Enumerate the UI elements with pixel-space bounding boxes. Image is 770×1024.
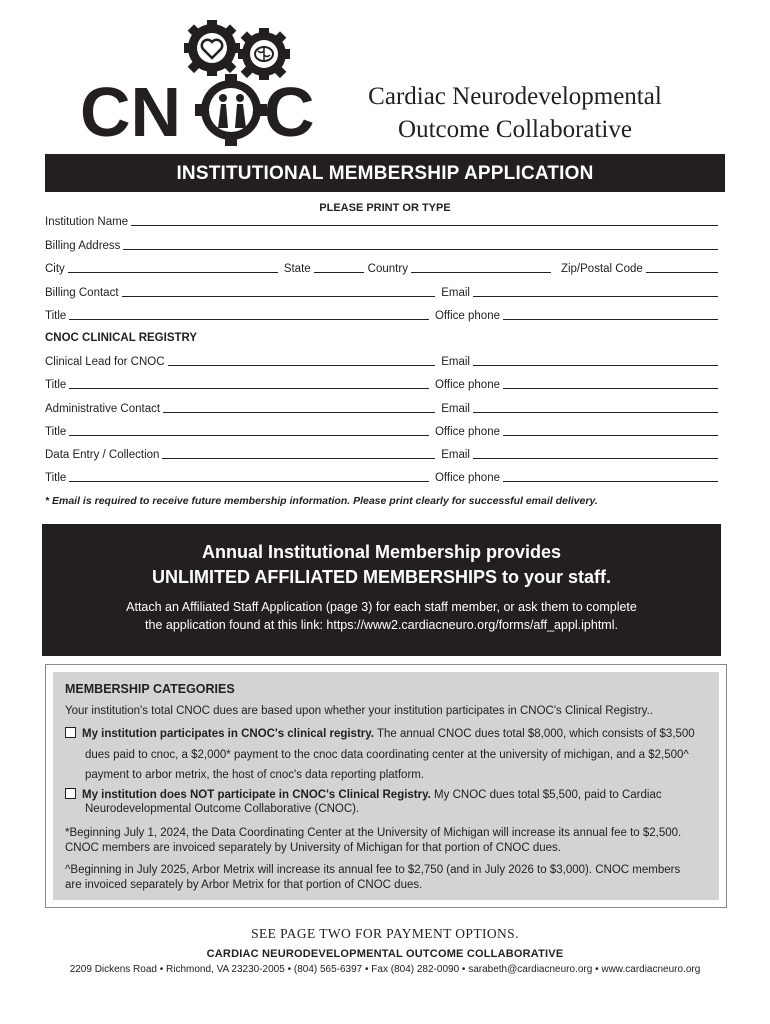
- clinical-lead-row: [45, 352, 718, 368]
- country-field[interactable]: [411, 261, 551, 273]
- admin-email-label: Email: [441, 403, 470, 415]
- affiliated-text-line2[interactable]: the application found at this link: https://www2.cardiacneuro.org/forms/aff_appl.iphtml.: [145, 618, 618, 632]
- billing-phone-field[interactable]: [503, 308, 718, 320]
- city-field[interactable]: [68, 261, 278, 273]
- clinical-lead-email-label: Email: [441, 356, 470, 368]
- org-title: [330, 80, 700, 146]
- option-no-registry-checkbox[interactable]: [65, 788, 76, 799]
- registry-heading: CNOC CLINICAL REGISTRY: [45, 332, 198, 344]
- people-gear-icon: [195, 74, 267, 146]
- logo-c2: C: [264, 73, 315, 148]
- clinical-lead-phone-label: Office phone: [434, 379, 500, 391]
- membership-categories-box: [45, 664, 727, 908]
- option-no-registry: [65, 788, 662, 801]
- billing-title-field[interactable]: [69, 308, 429, 320]
- institution-name-label: Institution Name: [45, 216, 129, 228]
- clinical-lead-title-label: Title: [45, 379, 67, 391]
- affiliated-heading-line2: UNLIMITED AFFILIATED MEMBERSHIPS to your staff.: [152, 567, 611, 587]
- state-label: State: [283, 263, 311, 275]
- affiliated-text-line1: Attach an Affiliated Staff Application (page 3) for each staff member, or ask them to complete: [126, 600, 637, 614]
- see-page-two-note: SEE PAGE TWO FOR PAYMENT OPTIONS.: [251, 926, 519, 941]
- clinical-lead-field[interactable]: [168, 354, 436, 366]
- admin-email-field[interactable]: [473, 401, 718, 413]
- admin-contact-row: [45, 399, 718, 415]
- city-label: City: [45, 263, 65, 275]
- admin-contact-label: Administrative Contact: [45, 403, 161, 415]
- billing-title-row: [45, 306, 718, 322]
- billing-phone-label: Office phone: [434, 310, 500, 322]
- data-entry-phone-field[interactable]: [503, 470, 718, 482]
- admin-phone-label: Office phone: [434, 426, 500, 438]
- option-no-registry-text: My CNOC dues total $5,500, paid to Cardiac: [430, 789, 662, 801]
- option-registry-text: The annual CNOC dues total $8,000, which consists of $3,500: [374, 728, 695, 740]
- data-entry-label: Data Entry / Collection: [45, 449, 160, 461]
- footer-org-name: CARDIAC NEURODEVELOPMENTAL OUTCOME COLLABORATIVE: [206, 948, 564, 960]
- billing-title-label: Title: [45, 310, 67, 322]
- data-entry-phone-label: Office phone: [434, 472, 500, 484]
- admin-title-field[interactable]: [69, 424, 429, 436]
- note-umich-line2: CNOC members are invoiced separately by University of Michigan for that portion of CNOC dues.: [65, 842, 561, 854]
- note-arbor-line1: ^Beginning in July 2025, Arbor Metrix will increase its annual fee to $2,750 (and in July 2026 to $3,000). CNOC members: [65, 864, 681, 876]
- data-entry-email-label: Email: [441, 449, 470, 461]
- affiliated-text: [102, 598, 661, 634]
- option-registry-line2: dues paid to cnoc, a $2,000* payment to the cnoc data coordinating center at the university of michigan, and a $2,500^: [85, 749, 689, 761]
- billing-contact-field[interactable]: [122, 285, 436, 297]
- institution-name-field[interactable]: [131, 214, 718, 226]
- form-title-bar: INSTITUTIONAL MEMBERSHIP APPLICATION: [45, 154, 725, 192]
- affiliated-membership-box: [42, 524, 721, 656]
- admin-title-label: Title: [45, 426, 67, 438]
- affiliated-heading-line1: Annual Institutional Membership provides: [201, 542, 562, 562]
- categories-heading: MEMBERSHIP CATEGORIES: [65, 682, 235, 696]
- billing-address-row: [45, 236, 718, 252]
- zip-label: Zip/Postal Code: [560, 263, 643, 275]
- clinical-lead-title-field[interactable]: [69, 377, 429, 389]
- admin-contact-field[interactable]: [163, 401, 435, 413]
- billing-contact-label: Billing Contact: [45, 287, 119, 299]
- note-arbor-line2: are invoiced separately by Arbor Metrix for that portion of CNOC dues.: [65, 879, 423, 891]
- billing-address-field[interactable]: [123, 238, 718, 250]
- billing-email-field[interactable]: [473, 285, 718, 297]
- footer-address: 2209 Dickens Road • Richmond, VA 23230-2005 • (804) 565-6397 • Fax (804) 282-0090 • sarabeth@cardiacneuro.org • www.cardiacneuro.org: [69, 964, 701, 975]
- heart-gear-icon: [184, 20, 240, 76]
- billing-address-label: Billing Address: [45, 240, 121, 252]
- zip-field[interactable]: [646, 261, 718, 273]
- data-entry-email-field[interactable]: [473, 447, 718, 459]
- option-no-registry-line2: Neurodevelopmental Outcome Collaborative (CNOC).: [85, 803, 360, 815]
- clinical-lead-phone-field[interactable]: [503, 377, 718, 389]
- categories-intro: Your institution's total CNOC dues are based upon whether your institution participates in CNOC's Clinical Registry..: [65, 705, 653, 717]
- clinical-lead-label: Clinical Lead for CNOC: [45, 356, 165, 368]
- admin-title-row: [45, 422, 718, 438]
- cnoc-logo: [80, 18, 320, 148]
- billing-email-label: Email: [441, 287, 470, 299]
- option-no-registry-bold: My institution does NOT participate in CNOC's Clinical Registry.: [82, 789, 431, 801]
- admin-phone-field[interactable]: [503, 424, 718, 436]
- clinical-lead-title-row: [45, 375, 718, 391]
- print-note: PLEASE PRINT OR TYPE: [319, 202, 451, 214]
- note-umich-line1: *Beginning July 1, 2024, the Data Coordinating Center at the University of Michigan will increase its annual fee to $2,500.: [65, 827, 682, 839]
- membership-categories-panel: [53, 672, 719, 900]
- option-registry-checkbox[interactable]: [65, 727, 76, 738]
- data-entry-title-row: [45, 468, 718, 484]
- country-label: Country: [367, 263, 408, 275]
- institution-name-row: [45, 212, 718, 228]
- option-registry-line3: payment to arbor metrix, the host of cnoc's data reporting platform.: [85, 769, 425, 781]
- clinical-lead-email-field[interactable]: [473, 354, 718, 366]
- state-field[interactable]: [314, 261, 364, 273]
- org-title-line1: Cardiac Neurodevelopmental: [368, 83, 662, 110]
- org-title-line2: Outcome Collaborative: [398, 116, 632, 143]
- data-entry-title-label: Title: [45, 472, 67, 484]
- billing-contact-row: [45, 283, 718, 299]
- logo-c1: CN: [80, 73, 182, 148]
- data-entry-title-field[interactable]: [69, 470, 429, 482]
- affiliated-heading: [42, 540, 721, 590]
- option-registry: [65, 727, 695, 740]
- option-registry-bold: My institution participates in CNOC's clinical registry.: [82, 728, 374, 740]
- city-row: [45, 259, 718, 275]
- email-note: * Email is required to receive future membership information. Please print clearly for successful email delivery.: [45, 495, 598, 507]
- data-entry-field[interactable]: [162, 447, 435, 459]
- data-entry-row: [45, 445, 718, 461]
